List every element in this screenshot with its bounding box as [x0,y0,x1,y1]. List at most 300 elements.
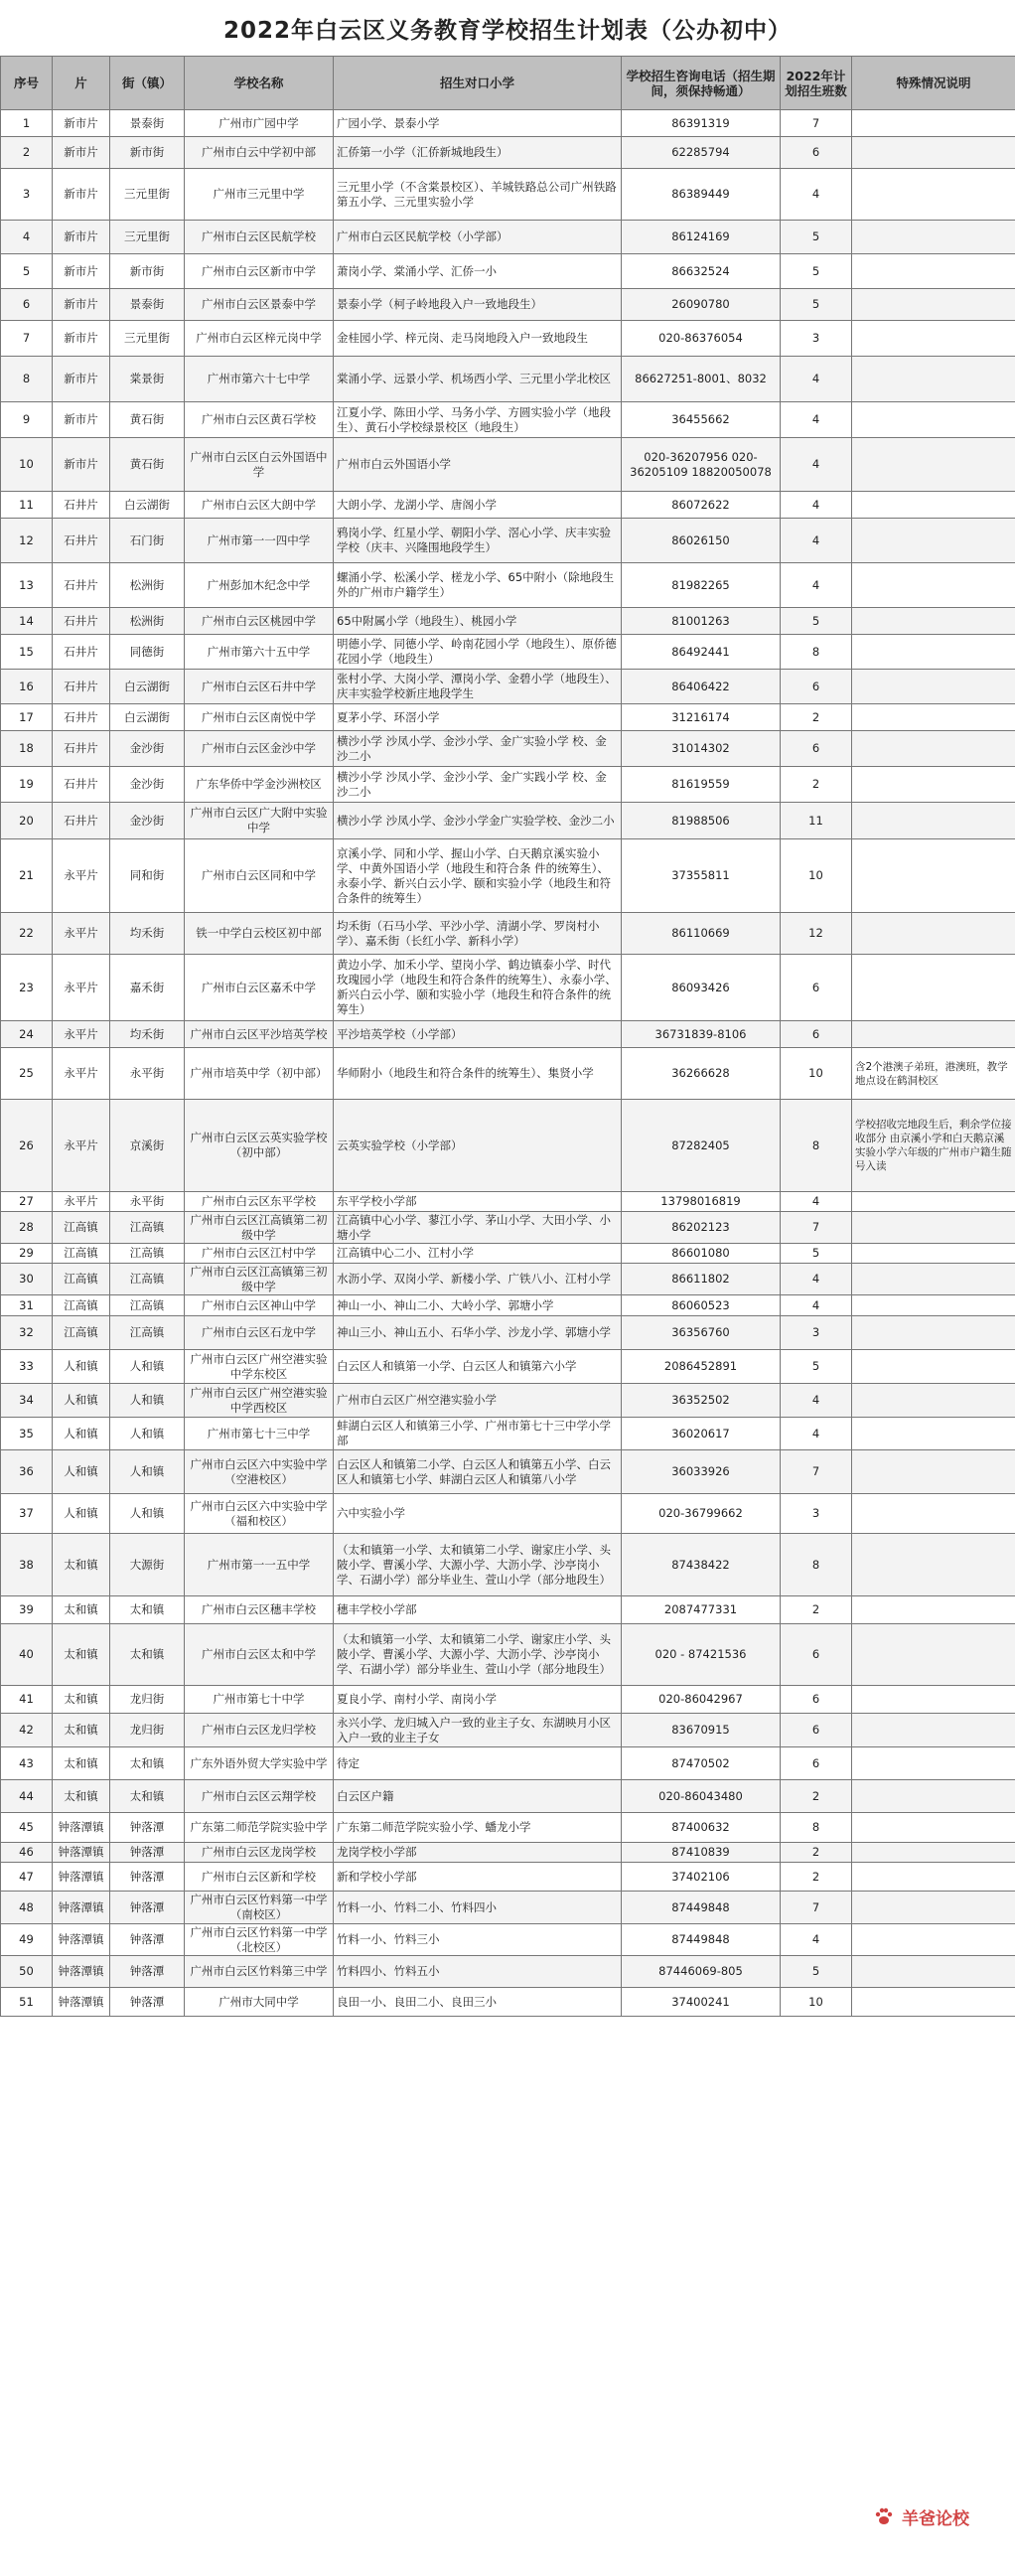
school-name-cell: 广东华侨中学金沙洲校区 [185,767,334,803]
feeder-primary-schools-cell: 横沙小学 沙凤小学、金沙小学、金广实践小学 校、金沙二小 [334,767,622,803]
class-count-cell: 4 [781,1295,852,1316]
school-name-cell: 广州市第一一五中学 [185,1534,334,1596]
row-number-cell: 45 [1,1813,53,1843]
row-number-cell: 49 [1,1924,53,1956]
feeder-primary-schools-cell: 均禾街（石马小学、平沙小学、清湖小学、罗岗村小学）、嘉禾街（长红小学、新科小学） [334,913,622,955]
special-note-cell [852,1956,1015,1988]
special-note-cell [852,1418,1015,1450]
phone-cell: 86391319 [622,110,781,137]
class-count-cell: 7 [781,1892,852,1924]
feeder-primary-schools-cell: 良田一小、良田二小、良田三小 [334,1988,622,2017]
special-note-cell [852,137,1015,169]
phone-cell: 86389449 [622,169,781,221]
special-note-cell [852,321,1015,357]
phone-cell: 31216174 [622,704,781,731]
district-zone-cell: 钟落潭镇 [53,1813,110,1843]
feeder-primary-schools-cell: 江高镇中心二小、江村小学 [334,1244,622,1264]
feeder-primary-schools-cell: 蚌湖白云区人和镇第三小学、广州市第七十三中学小学部 [334,1418,622,1450]
class-count-cell: 2 [781,1596,852,1624]
feeder-primary-schools-cell: 明德小学、同德小学、岭南花园小学（地段生）、原侨德花园小学（地段生） [334,635,622,670]
special-note-cell [852,1350,1015,1384]
class-count-cell: 6 [781,1624,852,1686]
column-header: 学校招生咨询电话（招生期间，须保持畅通） [622,57,781,110]
street-town-cell: 嘉禾街 [110,955,185,1021]
column-header: 学校名称 [185,57,334,110]
special-note-cell [852,169,1015,221]
phone-cell: 81619559 [622,767,781,803]
phone-cell: 36033926 [622,1450,781,1494]
class-count-cell: 4 [781,1384,852,1418]
special-note-cell [852,438,1015,492]
phone-cell: 2086452891 [622,1350,781,1384]
class-count-cell: 8 [781,1534,852,1596]
table-row [1,1316,1015,1350]
phone-cell: 87400632 [622,1813,781,1843]
district-zone-cell: 石井片 [53,803,110,839]
feeder-primary-schools-cell: 白云区户籍 [334,1780,622,1813]
school-name-cell: 广东外语外贸大学实验中学 [185,1747,334,1780]
table-row [1,1924,1015,1956]
row-number-cell: 6 [1,289,53,321]
phone-cell: 36455662 [622,402,781,438]
class-count-cell: 4 [781,1192,852,1212]
school-name-cell: 广州市白云区竹料第一中学（南校区） [185,1892,334,1924]
school-name-cell: 广州市白云区石龙中学 [185,1316,334,1350]
special-note-cell: 学校招收完地段生后，剩余学位接收部分 由京溪小学和白天鹅京溪实验小学六年级的广州市户籍生随号入读 [852,1100,1015,1192]
special-note-cell [852,1295,1015,1316]
street-town-cell: 三元里街 [110,169,185,221]
district-zone-cell: 石井片 [53,563,110,608]
table-row [1,1295,1015,1316]
feeder-primary-schools-cell: 广园小学、景泰小学 [334,110,622,137]
special-note-cell [852,1863,1015,1892]
row-number-cell: 2 [1,137,53,169]
row-number-cell: 43 [1,1747,53,1780]
district-zone-cell: 太和镇 [53,1534,110,1596]
district-zone-cell: 新市片 [53,137,110,169]
district-zone-cell: 新市片 [53,321,110,357]
row-number-cell: 8 [1,357,53,402]
class-count-cell: 4 [781,357,852,402]
school-name-cell: 广州市白云区平沙培英学校 [185,1021,334,1048]
feeder-primary-schools-cell: 永兴小学、龙归城入户一致的业主子女、东湖映月小区入户一致的业主子女 [334,1714,622,1747]
district-zone-cell: 钟落潭镇 [53,1988,110,2017]
school-name-cell: 广州市白云区广大附中实验中学 [185,803,334,839]
special-note-cell [852,1843,1015,1863]
table-row [1,767,1015,803]
class-count-cell: 6 [781,955,852,1021]
table-header-row [1,57,1015,110]
school-name-cell: 广州彭加木纪念中学 [185,563,334,608]
phone-cell: 87282405 [622,1100,781,1192]
district-zone-cell: 江高镇 [53,1295,110,1316]
feeder-primary-schools-cell: 广东第二师范学院实验小学、蟠龙小学 [334,1813,622,1843]
row-number-cell: 19 [1,767,53,803]
street-town-cell: 同德街 [110,635,185,670]
street-town-cell: 白云湖街 [110,704,185,731]
row-number-cell: 10 [1,438,53,492]
district-zone-cell: 石井片 [53,704,110,731]
school-name-cell: 广州市白云区桃园中学 [185,608,334,635]
district-zone-cell: 新市片 [53,254,110,289]
phone-cell: 86406422 [622,670,781,704]
feeder-primary-schools-cell: （太和镇第一小学、太和镇第二小学、谢家庄小学、头陂小学、曹溪小学、大源小学、大沥小学、沙亭岗小学、石湖小学）部分毕业生、萱山小学（部分地段生） [334,1624,622,1686]
row-number-cell: 39 [1,1596,53,1624]
table-row [1,169,1015,221]
school-name-cell: 广州市第六十七中学 [185,357,334,402]
district-zone-cell: 江高镇 [53,1244,110,1264]
row-number-cell: 48 [1,1892,53,1924]
row-number-cell: 11 [1,492,53,519]
school-name-cell: 广州市白云区金沙中学 [185,731,334,767]
feeder-primary-schools-cell: 大朗小学、龙湖小学、唐阁小学 [334,492,622,519]
phone-cell: 020-86376054 [622,321,781,357]
class-count-cell: 5 [781,254,852,289]
row-number-cell: 22 [1,913,53,955]
school-name-cell: 广州市白云区龙岗学校 [185,1843,334,1863]
school-name-cell: 广州市大同中学 [185,1988,334,2017]
column-header: 片 [53,57,110,110]
special-note-cell [852,1021,1015,1048]
district-zone-cell: 永平片 [53,1021,110,1048]
school-name-cell: 广州市白云区梓元岗中学 [185,321,334,357]
table-row [1,289,1015,321]
column-header: 街（镇） [110,57,185,110]
street-town-cell: 永平街 [110,1192,185,1212]
street-town-cell: 太和镇 [110,1624,185,1686]
phone-cell: 020-86042967 [622,1686,781,1714]
special-note-cell [852,221,1015,254]
street-town-cell: 人和镇 [110,1384,185,1418]
table-row [1,1988,1015,2017]
class-count-cell: 5 [781,221,852,254]
district-zone-cell: 钟落潭镇 [53,1956,110,1988]
special-note-cell [852,1494,1015,1534]
class-count-cell: 8 [781,1100,852,1192]
school-name-cell: 广州市白云区龙归学校 [185,1714,334,1747]
special-note-cell [852,402,1015,438]
school-name-cell: 广州市白云区神山中学 [185,1295,334,1316]
table-row [1,704,1015,731]
special-note-cell [852,492,1015,519]
class-count-cell: 11 [781,803,852,839]
feeder-primary-schools-cell: 新和学校小学部 [334,1863,622,1892]
class-count-cell: 4 [781,402,852,438]
table-row [1,1780,1015,1813]
school-name-cell: 广州市第七十中学 [185,1686,334,1714]
district-zone-cell: 石井片 [53,635,110,670]
phone-cell: 86611802 [622,1264,781,1295]
street-town-cell: 龙归街 [110,1714,185,1747]
street-town-cell: 钟落潭 [110,1843,185,1863]
row-number-cell: 9 [1,402,53,438]
special-note-cell [852,1747,1015,1780]
street-town-cell: 龙归街 [110,1686,185,1714]
class-count-cell: 2 [781,1863,852,1892]
district-zone-cell: 永平片 [53,1192,110,1212]
feeder-primary-schools-cell: 景泰小学（柯子岭地段入户一致地段生） [334,289,622,321]
special-note-cell [852,1924,1015,1956]
feeder-primary-schools-cell: 六中实验小学 [334,1494,622,1534]
school-name-cell: 广州市白云区同和中学 [185,839,334,913]
phone-cell: 37355811 [622,839,781,913]
street-town-cell: 均禾街 [110,913,185,955]
district-zone-cell: 钟落潭镇 [53,1892,110,1924]
feeder-primary-schools-cell: （太和镇第一小学、太和镇第二小学、谢家庄小学、头陂小学、曹溪小学、大源小学、大沥小学、沙亭岗小学、石湖小学）部分毕业生、萱山小学（部分地段生） [334,1534,622,1596]
district-zone-cell: 石井片 [53,767,110,803]
feeder-primary-schools-cell: 神山一小、神山二小、大岭小学、郭塘小学 [334,1295,622,1316]
phone-cell: 2087477331 [622,1596,781,1624]
class-count-cell: 7 [781,1450,852,1494]
table-row [1,1418,1015,1450]
phone-cell: 86627251-8001、8032 [622,357,781,402]
street-town-cell: 太和镇 [110,1596,185,1624]
class-count-cell: 4 [781,438,852,492]
table-row [1,1863,1015,1892]
table-row [1,438,1015,492]
phone-cell: 86632524 [622,254,781,289]
special-note-cell [852,1892,1015,1924]
class-count-cell: 12 [781,913,852,955]
class-count-cell: 2 [781,1780,852,1813]
special-note-cell [852,767,1015,803]
phone-cell: 86492441 [622,635,781,670]
special-note-cell [852,254,1015,289]
special-note-cell [852,839,1015,913]
district-zone-cell: 钟落潭镇 [53,1843,110,1863]
feeder-primary-schools-cell: 张村小学、大岗小学、潭岗小学、金碧小学（地段生）、庆丰实验学校新庄地段学生 [334,670,622,704]
paw-icon [872,2504,896,2528]
row-number-cell: 7 [1,321,53,357]
special-note-cell [852,563,1015,608]
special-note-cell [852,731,1015,767]
street-town-cell: 江高镇 [110,1212,185,1244]
special-note-cell [852,1624,1015,1686]
row-number-cell: 13 [1,563,53,608]
row-number-cell: 20 [1,803,53,839]
school-name-cell: 广州市白云区竹料第三中学 [185,1956,334,1988]
phone-cell: 36020617 [622,1418,781,1450]
district-zone-cell: 江高镇 [53,1316,110,1350]
class-count-cell: 5 [781,1350,852,1384]
street-town-cell: 永平街 [110,1048,185,1100]
school-name-cell: 广州市白云区新市中学 [185,254,334,289]
class-count-cell: 2 [781,767,852,803]
phone-cell: 87410839 [622,1843,781,1863]
street-town-cell: 金沙街 [110,767,185,803]
street-town-cell: 江高镇 [110,1316,185,1350]
phone-cell: 87449848 [622,1892,781,1924]
class-count-cell: 10 [781,839,852,913]
feeder-primary-schools-cell: 汇侨第一小学（汇侨新城地段生） [334,137,622,169]
column-header: 2022年计划招生班数 [781,57,852,110]
school-name-cell: 广州市白云区大朗中学 [185,492,334,519]
district-zone-cell: 人和镇 [53,1450,110,1494]
street-town-cell: 人和镇 [110,1350,185,1384]
feeder-primary-schools-cell: 金桂园小学、梓元岗、走马岗地段入户一致地段生 [334,321,622,357]
street-town-cell: 石门街 [110,519,185,563]
phone-cell: 83670915 [622,1714,781,1747]
table-body [1,110,1015,2017]
school-name-cell: 广州市白云区江村中学 [185,1244,334,1264]
school-name-cell: 广州市白云区江高镇第二初级中学 [185,1212,334,1244]
feeder-primary-schools-cell: 华师附小（地段生和符合条件的统筹生）、集贤小学 [334,1048,622,1100]
district-zone-cell: 太和镇 [53,1714,110,1747]
row-number-cell: 35 [1,1418,53,1450]
district-zone-cell: 新市片 [53,110,110,137]
class-count-cell: 3 [781,1494,852,1534]
special-note-cell: 含2个港澳子弟班，港澳班，教学地点设在鹤洞校区 [852,1048,1015,1100]
column-header: 特殊情况说明 [852,57,1015,110]
class-count-cell: 6 [781,137,852,169]
street-town-cell: 棠景街 [110,357,185,402]
class-count-cell: 6 [781,670,852,704]
table-row [1,1534,1015,1596]
table-row [1,670,1015,704]
school-name-cell: 广州市三元里中学 [185,169,334,221]
special-note-cell [852,1686,1015,1714]
phone-cell: 87446069-805 [622,1956,781,1988]
class-count-cell: 2 [781,1843,852,1863]
class-count-cell: 4 [781,1924,852,1956]
feeder-primary-schools-cell: 白云区人和镇第一小学、白云区人和镇第六小学 [334,1350,622,1384]
district-zone-cell: 人和镇 [53,1418,110,1450]
district-zone-cell: 太和镇 [53,1686,110,1714]
row-number-cell: 47 [1,1863,53,1892]
row-number-cell: 34 [1,1384,53,1418]
class-count-cell: 7 [781,1212,852,1244]
special-note-cell [852,1244,1015,1264]
special-note-cell [852,1264,1015,1295]
class-count-cell: 4 [781,519,852,563]
phone-cell: 36731839-8106 [622,1021,781,1048]
phone-cell: 36356760 [622,1316,781,1350]
special-note-cell [852,1192,1015,1212]
special-note-cell [852,955,1015,1021]
street-town-cell: 人和镇 [110,1494,185,1534]
district-zone-cell: 石井片 [53,670,110,704]
row-number-cell: 51 [1,1988,53,2017]
feeder-primary-schools-cell: 竹料四小、竹料五小 [334,1956,622,1988]
street-town-cell: 太和镇 [110,1780,185,1813]
school-name-cell: 广州市白云区云翔学校 [185,1780,334,1813]
phone-cell: 86026150 [622,519,781,563]
school-name-cell: 广州市白云区南悦中学 [185,704,334,731]
class-count-cell: 4 [781,1418,852,1450]
feeder-primary-schools-cell: 三元里小学（不含棠景校区）、羊城铁路总公司广州铁路第五小学、三元里实验小学 [334,169,622,221]
phone-cell: 86060523 [622,1295,781,1316]
class-count-cell: 10 [781,1048,852,1100]
table-row [1,1624,1015,1686]
school-name-cell: 广州市培英中学（初中部） [185,1048,334,1100]
street-town-cell: 江高镇 [110,1264,185,1295]
street-town-cell: 黄石街 [110,438,185,492]
table-row [1,1021,1015,1048]
street-town-cell: 钟落潭 [110,1863,185,1892]
enrollment-table [0,56,1015,2017]
phone-cell: 36266628 [622,1048,781,1100]
row-number-cell: 31 [1,1295,53,1316]
feeder-primary-schools-cell: 待定 [334,1747,622,1780]
special-note-cell [852,1780,1015,1813]
special-note-cell [852,608,1015,635]
table-row [1,1244,1015,1264]
street-town-cell: 松洲街 [110,608,185,635]
district-zone-cell: 石井片 [53,608,110,635]
school-name-cell: 广州市白云区景泰中学 [185,289,334,321]
row-number-cell: 17 [1,704,53,731]
school-name-cell: 广州市白云中学初中部 [185,137,334,169]
class-count-cell: 6 [781,1686,852,1714]
table-row [1,563,1015,608]
class-count-cell: 4 [781,169,852,221]
column-header: 招生对口小学 [334,57,622,110]
class-count-cell: 6 [781,1021,852,1048]
row-number-cell: 24 [1,1021,53,1048]
feeder-primary-schools-cell: 竹料一小、竹料二小、竹料四小 [334,1892,622,1924]
feeder-primary-schools-cell: 萧岗小学、棠涌小学、汇侨一小 [334,254,622,289]
street-town-cell: 太和镇 [110,1747,185,1780]
table-row [1,635,1015,670]
district-zone-cell: 人和镇 [53,1494,110,1534]
special-note-cell [852,803,1015,839]
school-name-cell: 铁一中学白云校区初中部 [185,913,334,955]
class-count-cell: 7 [781,110,852,137]
feeder-primary-schools-cell: 白云区人和镇第二小学、白云区人和镇第五小学、白云区人和镇第七小学、蚌湖白云区人和镇第八小学 [334,1450,622,1494]
feeder-primary-schools-cell: 江夏小学、陈田小学、马务小学、方圆实验小学（地段生）、黄石小学校绿景校区（地段生） [334,402,622,438]
feeder-primary-schools-cell: 广州市白云区广州空港实验小学 [334,1384,622,1418]
school-name-cell: 广州市第六十五中学 [185,635,334,670]
table-row [1,1192,1015,1212]
district-zone-cell: 钟落潭镇 [53,1924,110,1956]
district-zone-cell: 人和镇 [53,1384,110,1418]
school-name-cell: 广州市广园中学 [185,110,334,137]
phone-cell: 86110669 [622,913,781,955]
school-name-cell: 广州市白云区东平学校 [185,1192,334,1212]
table-row [1,1264,1015,1295]
district-zone-cell: 太和镇 [53,1780,110,1813]
street-town-cell: 大源街 [110,1534,185,1596]
feeder-primary-schools-cell: 黄边小学、加禾小学、望岗小学、鹤边镇泰小学、时代玫瑰园小学（地段生和符合条件的统筹生）、永泰小学、新兴白云小学、颐和实验小学（地段生和符合条件的统筹生） [334,955,622,1021]
table-row [1,1813,1015,1843]
district-zone-cell: 永平片 [53,1048,110,1100]
table-row [1,913,1015,955]
row-number-cell: 38 [1,1534,53,1596]
special-note-cell [852,1813,1015,1843]
class-count-cell: 3 [781,1316,852,1350]
row-number-cell: 41 [1,1686,53,1714]
table-row [1,492,1015,519]
row-number-cell: 33 [1,1350,53,1384]
phone-cell: 13798016819 [622,1192,781,1212]
column-header: 序号 [1,57,53,110]
special-note-cell [852,1384,1015,1418]
table-row [1,955,1015,1021]
school-name-cell: 广东第二师范学院实验中学 [185,1813,334,1843]
row-number-cell: 5 [1,254,53,289]
feeder-primary-schools-cell: 横沙小学 沙凤小学、金沙小学、金广实验小学 校、金沙二小 [334,731,622,767]
row-number-cell: 46 [1,1843,53,1863]
row-number-cell: 27 [1,1192,53,1212]
row-number-cell: 37 [1,1494,53,1534]
school-name-cell: 广州市白云区穗丰学校 [185,1596,334,1624]
table-row [1,321,1015,357]
phone-cell: 020-86043480 [622,1780,781,1813]
school-name-cell: 广州市白云区广州空港实验中学东校区 [185,1350,334,1384]
class-count-cell: 6 [781,731,852,767]
row-number-cell: 23 [1,955,53,1021]
page-title: 2022年白云区义务教育学校招生计划表（公办初中） [222,17,792,44]
